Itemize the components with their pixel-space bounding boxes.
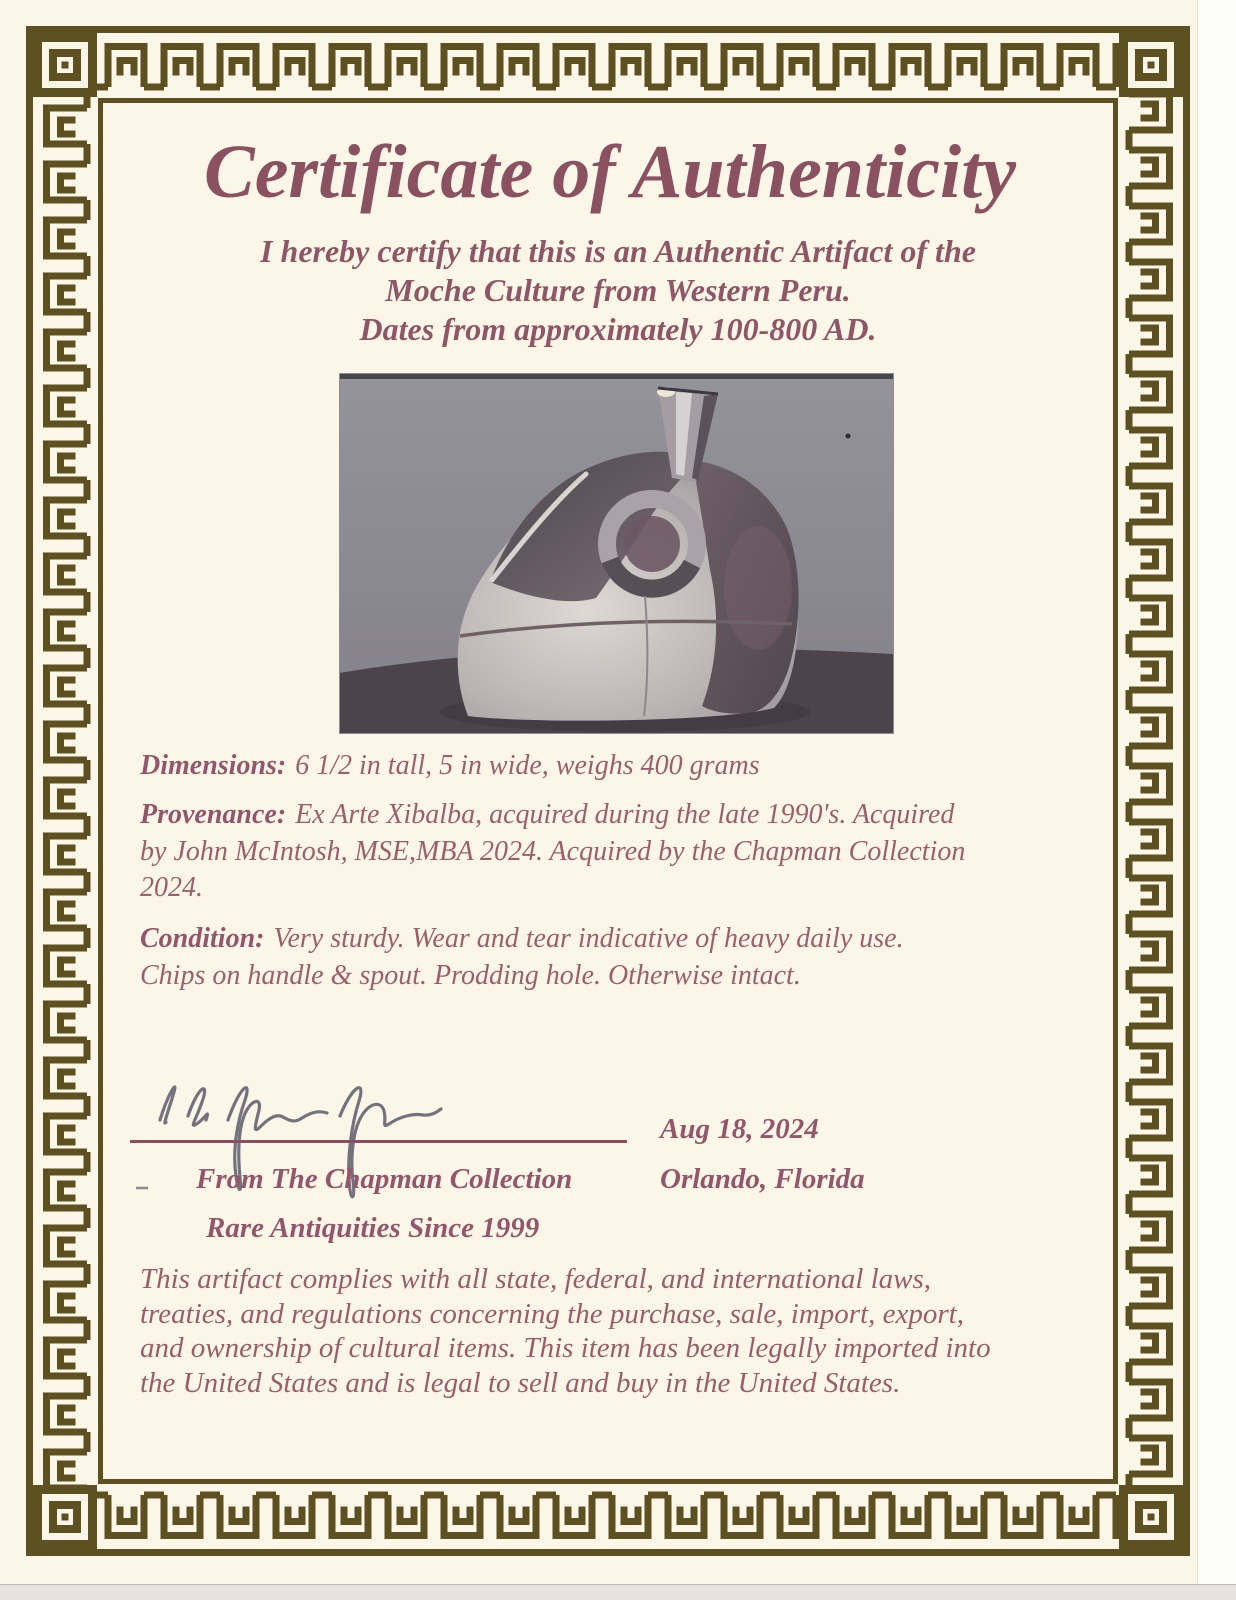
provenance-label: Provenance: (140, 799, 287, 830)
certify-line-3: Dates from approximately 100-800 AD. (359, 311, 877, 347)
scan-edge-bottom (0, 1584, 1236, 1600)
photo-top-edge (340, 374, 893, 379)
legal-line-2: treaties, and regulations concerning the purchase, sale, import, export, (140, 1297, 964, 1330)
certify-line-2: Moche Culture from Western Peru. (385, 272, 851, 308)
provenance-line-3: 2024. (140, 872, 203, 903)
provenance-row (140, 797, 965, 907)
signature-location: Orlando, Florida (660, 1163, 865, 1195)
artifact-photo (339, 373, 894, 734)
condition-label: Condition: (140, 923, 265, 954)
vessel-illustration (340, 374, 893, 733)
provenance-line-2: by John McIntosh, MSE,MBA 2024. Acquired by the Chapman Collection (140, 835, 966, 867)
legal-line-3: and ownership of cultural items. This item has been legally imported into (140, 1332, 991, 1364)
dimensions-label: Dimensions: (140, 750, 287, 781)
corner-motif-top-right (1124, 38, 1179, 93)
certificate-title: Certificate of Authenticity (204, 130, 1016, 214)
signature-tagline: Rare Antiquities Since 1999 (206, 1212, 540, 1244)
legal-line-4: the United States and is legal to sell and buy in the United States. (140, 1366, 901, 1399)
condition-line-2: Chips on handle & spout. Prodding hole. Otherwise intact. (140, 959, 801, 991)
condition-row (140, 921, 904, 994)
corner-motif-bottom-left (38, 1490, 93, 1545)
corner-motif-top-left (38, 38, 93, 93)
signature-line (130, 1140, 627, 1143)
certify-line-1: I hereby certify that this is an Authentic Artifact of the (260, 233, 976, 269)
purple-tint (724, 526, 792, 650)
photo-speck (846, 434, 851, 439)
provenance-line-1: Ex Arte Xibalba, acquired during the late 1990's. Acquired (295, 799, 955, 830)
dimensions-row (140, 748, 760, 785)
signature-organization: From The Chapman Collection (196, 1163, 573, 1195)
corner-motif-bottom-right (1124, 1490, 1179, 1545)
handle-hole (624, 516, 680, 572)
dimensions-value: 6 1/2 in tall, 5 in wide, weighs 400 grams (295, 750, 760, 781)
legal-statement (140, 1262, 991, 1400)
signature-date: Aug 18, 2024 (660, 1113, 819, 1145)
condition-line-1: Very sturdy. Wear and tear indicative of heavy daily use. (273, 923, 904, 954)
legal-line-1: This artifact complies with all state, federal, and international laws, (140, 1263, 932, 1295)
scan-edge-right (1197, 0, 1236, 1600)
